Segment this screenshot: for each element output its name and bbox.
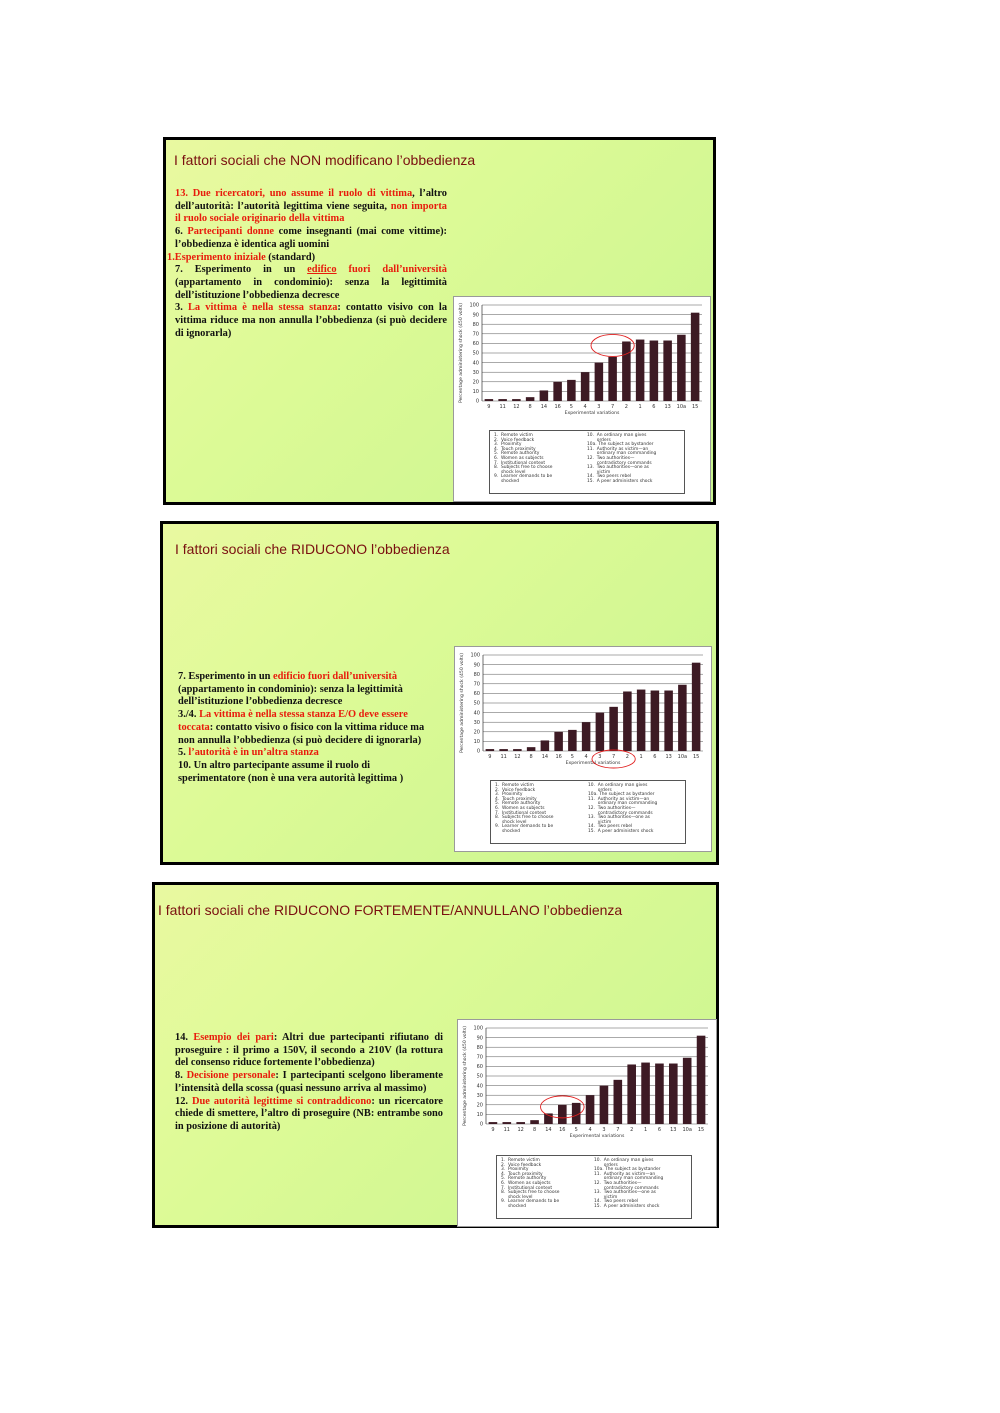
legend-item: 10a. The subject as bystander <box>594 1167 661 1173</box>
x-tick-label: 15 <box>692 754 700 760</box>
legend-item: 4. Touch proximity <box>501 1171 543 1177</box>
bar-2 <box>622 341 631 401</box>
bar-13 <box>664 691 673 751</box>
legend-item: 3. Proximity <box>495 792 523 798</box>
bar-1 <box>641 1063 650 1124</box>
legend-item: orders <box>587 437 611 443</box>
legend-item: 1. Remote victim <box>494 433 533 438</box>
y-tick-label: 0 <box>476 748 480 755</box>
milgram-figure <box>454 646 712 852</box>
x-axis-label: Experimental variations <box>564 411 620 416</box>
x-tick-label: 14 <box>540 404 548 410</box>
legend-item: 3. Proximity <box>501 1167 529 1173</box>
x-tick-label: 4 <box>584 754 588 760</box>
x-tick-label: 8 <box>529 754 533 760</box>
y-tick-label: 80 <box>472 321 479 328</box>
legend-item: 15. A peer administers shock <box>594 1203 660 1209</box>
legend-item: 6. Women as subjects <box>494 455 544 461</box>
bar-13 <box>663 341 672 401</box>
slide-text <box>175 1032 443 1134</box>
legend-item: 12. Two authorities— <box>588 805 636 811</box>
y-tick-label: 20 <box>472 379 479 386</box>
x-tick-label: 15 <box>697 1127 705 1133</box>
legend-item: 11. Authority as victim—an <box>587 446 649 452</box>
milgram-figure <box>457 1019 717 1227</box>
bar-6 <box>651 691 660 751</box>
item-1: 1.Esperimento iniziale (standard) <box>167 251 316 263</box>
x-tick-label: 5 <box>574 1127 578 1133</box>
y-tick-label: 60 <box>476 1064 483 1071</box>
y-tick-label: 70 <box>476 1054 483 1061</box>
x-tick-label: 1 <box>643 1127 648 1133</box>
item-6: 6. Partecipanti donne come insegnanti (mai come vittime): l’obbedienza è identica agli uomini <box>175 226 447 250</box>
y-tick-label: 0 <box>479 1121 483 1128</box>
legend-item: 1. Remote victim <box>495 783 534 788</box>
slide-riducono <box>160 521 719 865</box>
y-tick-label: 50 <box>476 1073 483 1080</box>
y-tick-label: 40 <box>473 710 480 717</box>
bar-2 <box>623 691 632 751</box>
x-tick-label: 9 <box>488 754 492 760</box>
bar-5 <box>568 730 577 751</box>
obedience-bar-chart <box>454 297 710 425</box>
x-axis-label: Experimental variations <box>565 761 621 766</box>
legend-item: 13. Two authorities—one as <box>594 1190 656 1196</box>
legend-item: 10a. The subject as bystander <box>587 442 654 448</box>
bar-15 <box>692 663 701 751</box>
legend-item: 15. A peer administers shock <box>588 828 654 834</box>
legend-left-column <box>494 434 587 490</box>
y-tick-label: 20 <box>476 1102 483 1109</box>
y-tick-label: 10 <box>476 1112 483 1119</box>
x-tick-label: 14 <box>545 1127 552 1133</box>
bar-9 <box>489 1122 498 1124</box>
item-3: 3. La vittima è nella stessa stanza: contatto visivo con la vittima riduce ma non annulla l’obbedienza (si può decidere di ignorarla) <box>175 302 448 339</box>
slide-annullano <box>152 882 719 1228</box>
x-tick-label: 8 <box>528 404 532 410</box>
item-7: 7. Esperimento in un edificio fuori dall’università (appartamento in condominio): senza la legittimità dell’istituzione l’obbedienza decresce <box>178 671 403 708</box>
legend-item: 11. Authority as victim—an <box>594 1171 656 1177</box>
bar-3 <box>595 363 604 401</box>
x-tick-label: 4 <box>588 1127 592 1133</box>
slide-non-modificano <box>163 137 716 505</box>
milgram-figure <box>453 296 711 502</box>
legend-item: 7. Institutional context <box>494 460 546 466</box>
legend-item: ordinary man commanding <box>594 1176 664 1182</box>
y-tick-label: 90 <box>472 312 479 319</box>
legend-item: 10a. The subject as bystander <box>588 792 655 798</box>
x-tick-label: 14 <box>541 754 549 760</box>
x-tick-label: 7 <box>611 404 615 410</box>
legend-item: orders <box>588 787 612 793</box>
legend-item: 5. Remote authority <box>494 451 540 457</box>
legend-item: 5. Remote authority <box>495 801 541 807</box>
legend-item: 5. Remote authority <box>501 1176 547 1182</box>
bar-11 <box>498 399 507 401</box>
x-tick-label: 11 <box>503 1127 510 1133</box>
slide-title: I fattori sociali che RIDUCONO FORTEMENTE/ANNULLANO l’obbedienza <box>158 902 623 918</box>
x-tick-label: 2 <box>624 404 628 410</box>
legend-item: ordinary man commanding <box>587 451 657 457</box>
y-axis-label: Percentage administering shock (450 volts) <box>463 1025 468 1127</box>
legend-item: shocked <box>494 478 520 484</box>
x-tick-label: 9 <box>491 1127 495 1133</box>
y-tick-label: 0 <box>475 398 479 405</box>
slide-title: I fattori sociali che NON modificano l’obbedienza <box>174 152 476 168</box>
legend-item: 2. Voice feedback <box>501 1162 542 1168</box>
item-12: 12. Due autorità legittime si contraddicono: un ricercatore chiede di smettere, l’altro di proseguire (NB: entrambe sono in posizione di autorità) <box>175 1095 444 1132</box>
bar-16 <box>554 732 563 751</box>
legend-item: 7. Institutional context <box>495 810 547 816</box>
y-tick-label: 50 <box>472 350 479 357</box>
legend-item: 14. Two peers rebel <box>588 824 633 830</box>
bar-8 <box>530 1120 539 1124</box>
y-axis-label: Percentage administering shock (450 volts) <box>460 652 465 754</box>
x-tick-label: 7 <box>612 754 616 760</box>
bar-1 <box>637 690 646 751</box>
slide-text <box>167 188 448 340</box>
bar-12 <box>516 1122 525 1124</box>
bar-10a <box>678 685 687 751</box>
x-tick-label: 5 <box>569 404 573 410</box>
legend-item: 8. Subjects free to choose <box>494 465 553 471</box>
bar-7 <box>614 1080 623 1124</box>
legend-item: victim <box>588 819 612 825</box>
x-tick-label: 5 <box>570 754 574 760</box>
x-tick-label: 4 <box>583 404 587 410</box>
bar-6 <box>650 341 659 401</box>
legend-item: contradictory commands <box>588 810 653 816</box>
bar-6 <box>655 1064 664 1124</box>
x-tick-label: 2 <box>630 1127 634 1133</box>
chart-legend <box>489 430 685 494</box>
x-tick-label: 12 <box>513 404 520 410</box>
item-13: 13. Due ricercatori, uno assume il ruolo di vittima, l’altro dell’autorità: l’autorità legittima viene seguita, non importa il ruolo sociale originario della vittima <box>175 188 447 225</box>
legend-item: shock level <box>494 469 526 475</box>
y-tick-label: 90 <box>476 1035 483 1042</box>
x-tick-label: 12 <box>517 1127 524 1133</box>
x-tick-label: 10a <box>677 754 688 760</box>
x-tick-label: 16 <box>555 754 562 760</box>
x-tick-label: 7 <box>616 1127 620 1133</box>
bar-4 <box>586 1095 595 1124</box>
bar-12 <box>512 399 521 401</box>
legend-item: 6. Women as subjects <box>501 1180 551 1186</box>
legend-item: 14. Two peers rebel <box>587 474 632 480</box>
x-tick-label: 11 <box>499 404 506 410</box>
bar-1 <box>636 340 645 401</box>
x-tick-label: 12 <box>514 754 521 760</box>
x-tick-label: 11 <box>500 754 507 760</box>
legend-item: victim <box>587 469 611 475</box>
legend-item: shocked <box>495 828 521 834</box>
legend-item: shock level <box>501 1194 533 1200</box>
bar-5 <box>567 380 576 401</box>
y-tick-label: 90 <box>473 662 480 669</box>
legend-item: 3. Proximity <box>494 442 522 448</box>
y-tick-label: 50 <box>473 700 480 707</box>
y-tick-label: 60 <box>473 691 480 698</box>
bar-3 <box>600 1086 609 1124</box>
y-tick-label: 80 <box>476 1044 483 1051</box>
legend-left-column <box>501 1159 594 1215</box>
bar-9 <box>485 399 494 401</box>
item-10: 10. Un altro partecipante assume il ruolo di sperimentatore (non è una vera autorità legittima ) <box>178 759 404 784</box>
y-tick-label: 40 <box>472 360 479 367</box>
item-7: 7. Esperimento in un edifico fuori dall’università (appartamento in condominio): senza la legittimità dell’istituzione l’obbedienza decresce <box>175 264 447 301</box>
x-ticks <box>487 404 698 410</box>
x-tick-label: 16 <box>559 1127 566 1133</box>
item-14: 14. Esempio dei pari: Altri due partecipanti rifiutano di proseguire : il primo a 150V, il secondo a 210V (la rottura del consenso riduce fortemente l’obbedienza) <box>175 1032 443 1069</box>
bar-11 <box>503 1122 512 1124</box>
legend-item: contradictory commands <box>587 460 652 466</box>
x-ticks <box>491 1127 704 1133</box>
y-tick-label: 30 <box>473 719 480 726</box>
legend-item: 7. Institutional context <box>501 1185 553 1191</box>
x-tick-label: 3 <box>597 404 601 410</box>
bar-14 <box>540 390 549 401</box>
bar-16 <box>558 1105 567 1124</box>
x-tick-label: 2 <box>625 754 629 760</box>
bar-10a <box>677 335 686 401</box>
legend-item: 12. Two authorities— <box>587 455 635 461</box>
legend-right-column <box>594 1159 687 1215</box>
x-tick-label: 9 <box>487 404 491 410</box>
obedience-bar-chart <box>458 1020 716 1148</box>
x-tick-label: 13 <box>665 754 672 760</box>
legend-item: 13. Two authorities—one as <box>588 815 650 821</box>
x-axis-label: Experimental variations <box>569 1134 625 1139</box>
bar-14 <box>541 740 550 751</box>
legend-item: 14. Two peers rebel <box>594 1199 639 1205</box>
y-tick-label: 100 <box>473 1025 483 1032</box>
x-tick-label: 1 <box>638 404 642 410</box>
bar-11 <box>499 749 508 751</box>
x-tick-label: 10a <box>676 404 687 410</box>
legend-item: ordinary man commanding <box>588 801 658 807</box>
bar-15 <box>691 313 700 401</box>
legend-item: 10. An ordinary man gives <box>588 783 648 788</box>
legend-item: 10. An ordinary man gives <box>587 433 647 438</box>
legend-item: 2. Voice feedback <box>495 787 536 793</box>
item-3-4: 3./4. La vittima è nella stessa stanza E/O deve essere toccata: contatto visivo o fisico con la vittima riduce ma non annulla l’obbedienza (si può decidere di ignorarla) <box>178 709 425 746</box>
legend-item: 1. Remote victim <box>501 1158 540 1163</box>
legend-item: victim <box>594 1194 618 1200</box>
y-axis-label: Percentage administering shock (450 volts) <box>459 302 464 404</box>
legend-item: 8. Subjects free to choose <box>501 1190 560 1196</box>
x-tick-label: 13 <box>670 1127 677 1133</box>
legend-item: 9. Learner demands to be <box>495 824 554 830</box>
y-tick-label: 10 <box>473 739 480 746</box>
y-tick-label: 30 <box>472 369 479 376</box>
legend-item: orders <box>594 1162 618 1168</box>
y-tick-label: 80 <box>473 671 480 678</box>
legend-item: 11. Authority as victim—an <box>588 796 650 802</box>
x-tick-label: 6 <box>657 1127 662 1133</box>
legend-right-column <box>587 434 680 490</box>
bar-8 <box>526 397 535 401</box>
x-tick-label: 6 <box>653 754 657 760</box>
x-tick-label: 6 <box>652 404 656 410</box>
y-tick-label: 60 <box>472 341 479 348</box>
item-8: 8. Decisione personale: I partecipanti scelgono liberamente l’intensità della scossa (quasi nessuno arriva al massimo) <box>175 1070 443 1094</box>
legend-right-column <box>588 784 681 840</box>
bar-4 <box>581 372 590 401</box>
legend-item: 13. Two authorities—one as <box>587 465 649 471</box>
bar-13 <box>669 1064 678 1124</box>
y-tick-label: 40 <box>476 1083 483 1090</box>
y-tick-label: 100 <box>469 302 479 309</box>
legend-item: 2. Voice feedback <box>494 437 535 443</box>
x-tick-label: 10a <box>682 1127 692 1133</box>
bar-9 <box>486 749 495 751</box>
bar-4 <box>582 722 591 751</box>
legend-item: 9. Learner demands to be <box>494 474 553 480</box>
obedience-bar-chart <box>455 647 711 775</box>
y-tick-label: 70 <box>472 331 479 338</box>
x-tick-label: 13 <box>664 404 671 410</box>
bar-7 <box>608 357 617 401</box>
slide-text <box>178 671 438 785</box>
bar-12 <box>513 749 522 751</box>
legend-item: shocked <box>501 1203 527 1209</box>
x-tick-label: 1 <box>639 754 643 760</box>
x-tick-label: 15 <box>691 404 699 410</box>
x-tick-label: 3 <box>602 1127 606 1133</box>
y-tick-label: 20 <box>473 729 480 736</box>
legend-item: contradictory commands <box>594 1185 659 1191</box>
y-tick-label: 30 <box>476 1092 483 1099</box>
x-tick-label: 3 <box>598 754 602 760</box>
legend-item: 8. Subjects free to choose <box>495 815 554 821</box>
x-tick-label: 8 <box>532 1127 537 1133</box>
legend-item: 9. Learner demands to be <box>501 1199 560 1205</box>
chart-legend <box>490 780 686 844</box>
x-tick-label: 16 <box>554 404 561 410</box>
legend-item: 15. A peer administers shock <box>587 478 653 484</box>
legend-item: 4. Touch proximity <box>495 796 537 802</box>
bar-7 <box>609 707 618 751</box>
chart-legend <box>496 1155 692 1219</box>
bar-2 <box>627 1064 636 1124</box>
slide-title: I fattori sociali che RIDUCONO l’obbedienza <box>175 541 450 557</box>
bar-16 <box>553 382 562 401</box>
y-tick-label: 70 <box>473 681 480 688</box>
bar-8 <box>527 747 536 751</box>
legend-item: 12. Two authorities— <box>594 1180 642 1186</box>
legend-left-column <box>495 784 588 840</box>
legend-item: shock level <box>495 819 527 825</box>
y-tick-label: 100 <box>470 652 480 659</box>
bar-15 <box>697 1036 706 1124</box>
item-5: 5. l’autorità è in un’altra stanza <box>178 747 319 759</box>
y-tick-label: 10 <box>472 389 479 396</box>
legend-item: 4. Touch proximity <box>494 446 536 452</box>
bar-3 <box>596 713 605 751</box>
legend-item: 6. Women as subjects <box>495 805 545 811</box>
bar-10a <box>683 1058 692 1124</box>
legend-item: 10. An ordinary man gives <box>594 1158 654 1163</box>
